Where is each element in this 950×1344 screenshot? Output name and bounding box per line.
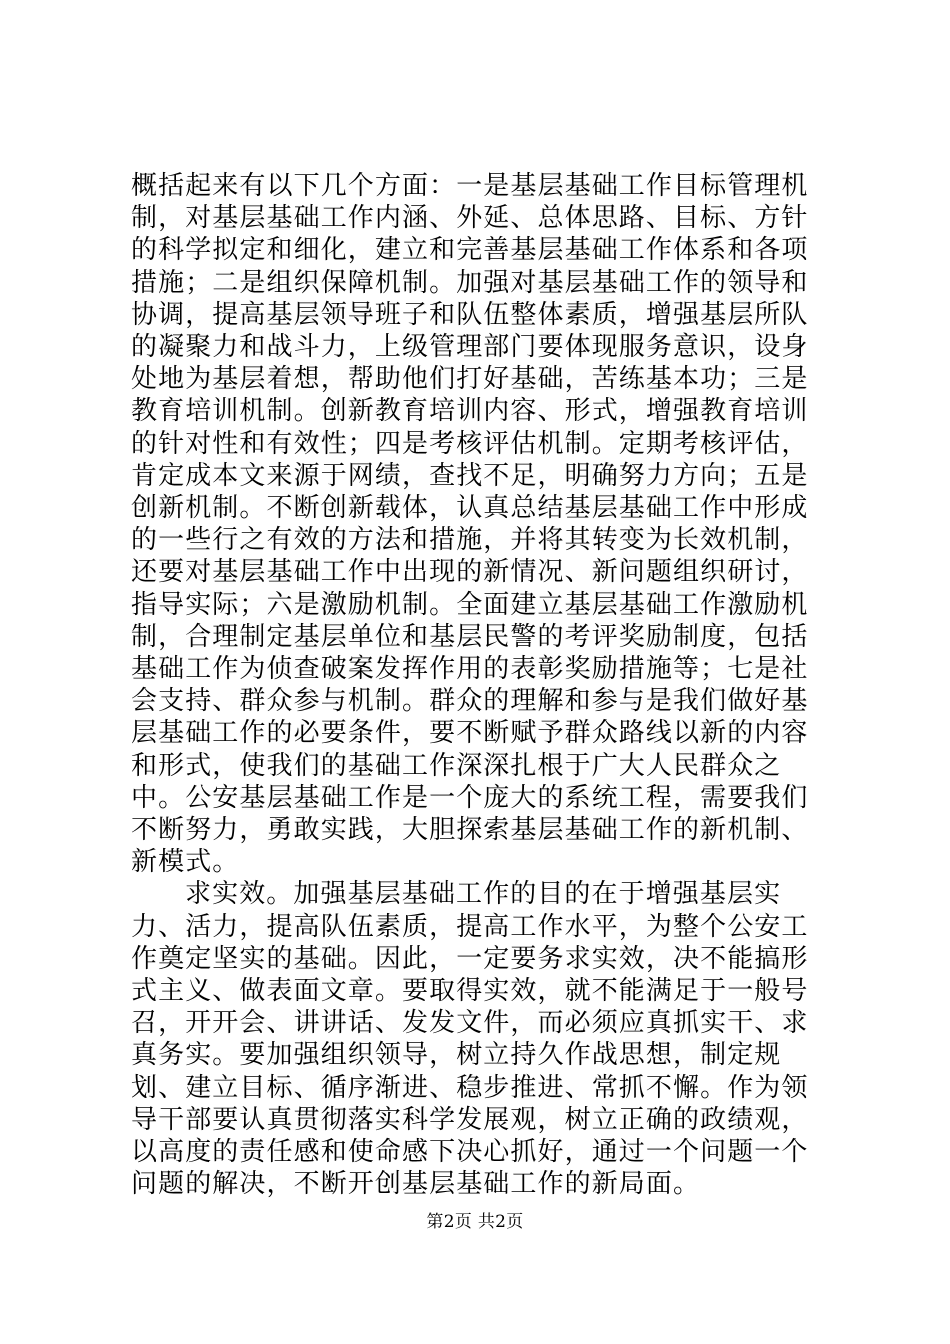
paragraph-mechanisms: 概括起来有以下几个方面：一是基层基础工作目标管理机制，对基层基础工作内涵、外延、总体思路、目标、方针的科学拟定和细化，建立和完善基层基础工作体系和各项措施；二是组织保障机制。加强对基层基础工作的领导和协调，提高基层领导班子和队伍整体素质，增强基层所队的凝聚力和战斗力，上级管理部门要体现服务意识，设身处地为基层着想，帮助他们打好基础，苦练基本功；三是教育培训机制。创新教育培训内容、形式，增强教育培训的针对性和有效性；四是考核评估机制。定期考核评估，肯定成本文来源于网绩，查找不足，明确努力方向；五是创新机制。不断创新载体，认真总结基层基础工作中形成的一些行之有效的方法和措施，并将其转变为长效机制，还要对基层基础工作中出现的新情况、新问题组织研讨，指导实际；六是激励机制。全面建立基层基础工作激励机制，合理制定基层单位和基层民警的考评奖励制度，包括基础工作为侦查破案发挥作用的表彰奖励措施等；七是社会支持、群众参与机制。群众的理解和参与是我们做好基层基础工作的必要条件，要不断赋予群众路线以新的内容和形式，使我们的基础工作深深扎根于广大人民群众之中。公安基层基础工作是一个庞大的系统工程，需要我们不断努力，勇敢实践，大胆探索基层基础工作的新机制、新模式。: [131, 171, 809, 878]
page-footer: 第2页 共2页: [426, 1212, 524, 1232]
paragraph-effectiveness: 求实效。加强基层基础工作的目的在于增强基层实力、活力，提高队伍素质，提高工作水平，为整个公安工作奠定坚实的基础。因此，一定要务求实效，决不能搞形式主义、做表面文章。要取得实效，就不能满足于一般号召，开开会、讲讲话、发发文件，而必须应真抓实干、求真务实。要加强组织领导，树立持久作战思想，制定规划、建立目标、循序渐进、稳步推进、常抓不懈。作为领导干部要认真贯彻落实科学发展观，树立正确的政绩观，以高度的责任感和使命感下决心抓好，通过一个问题一个问题的解决，不断开创基层基础工作的新局面。: [131, 879, 809, 1200]
document-body: [131, 170, 826, 1201]
